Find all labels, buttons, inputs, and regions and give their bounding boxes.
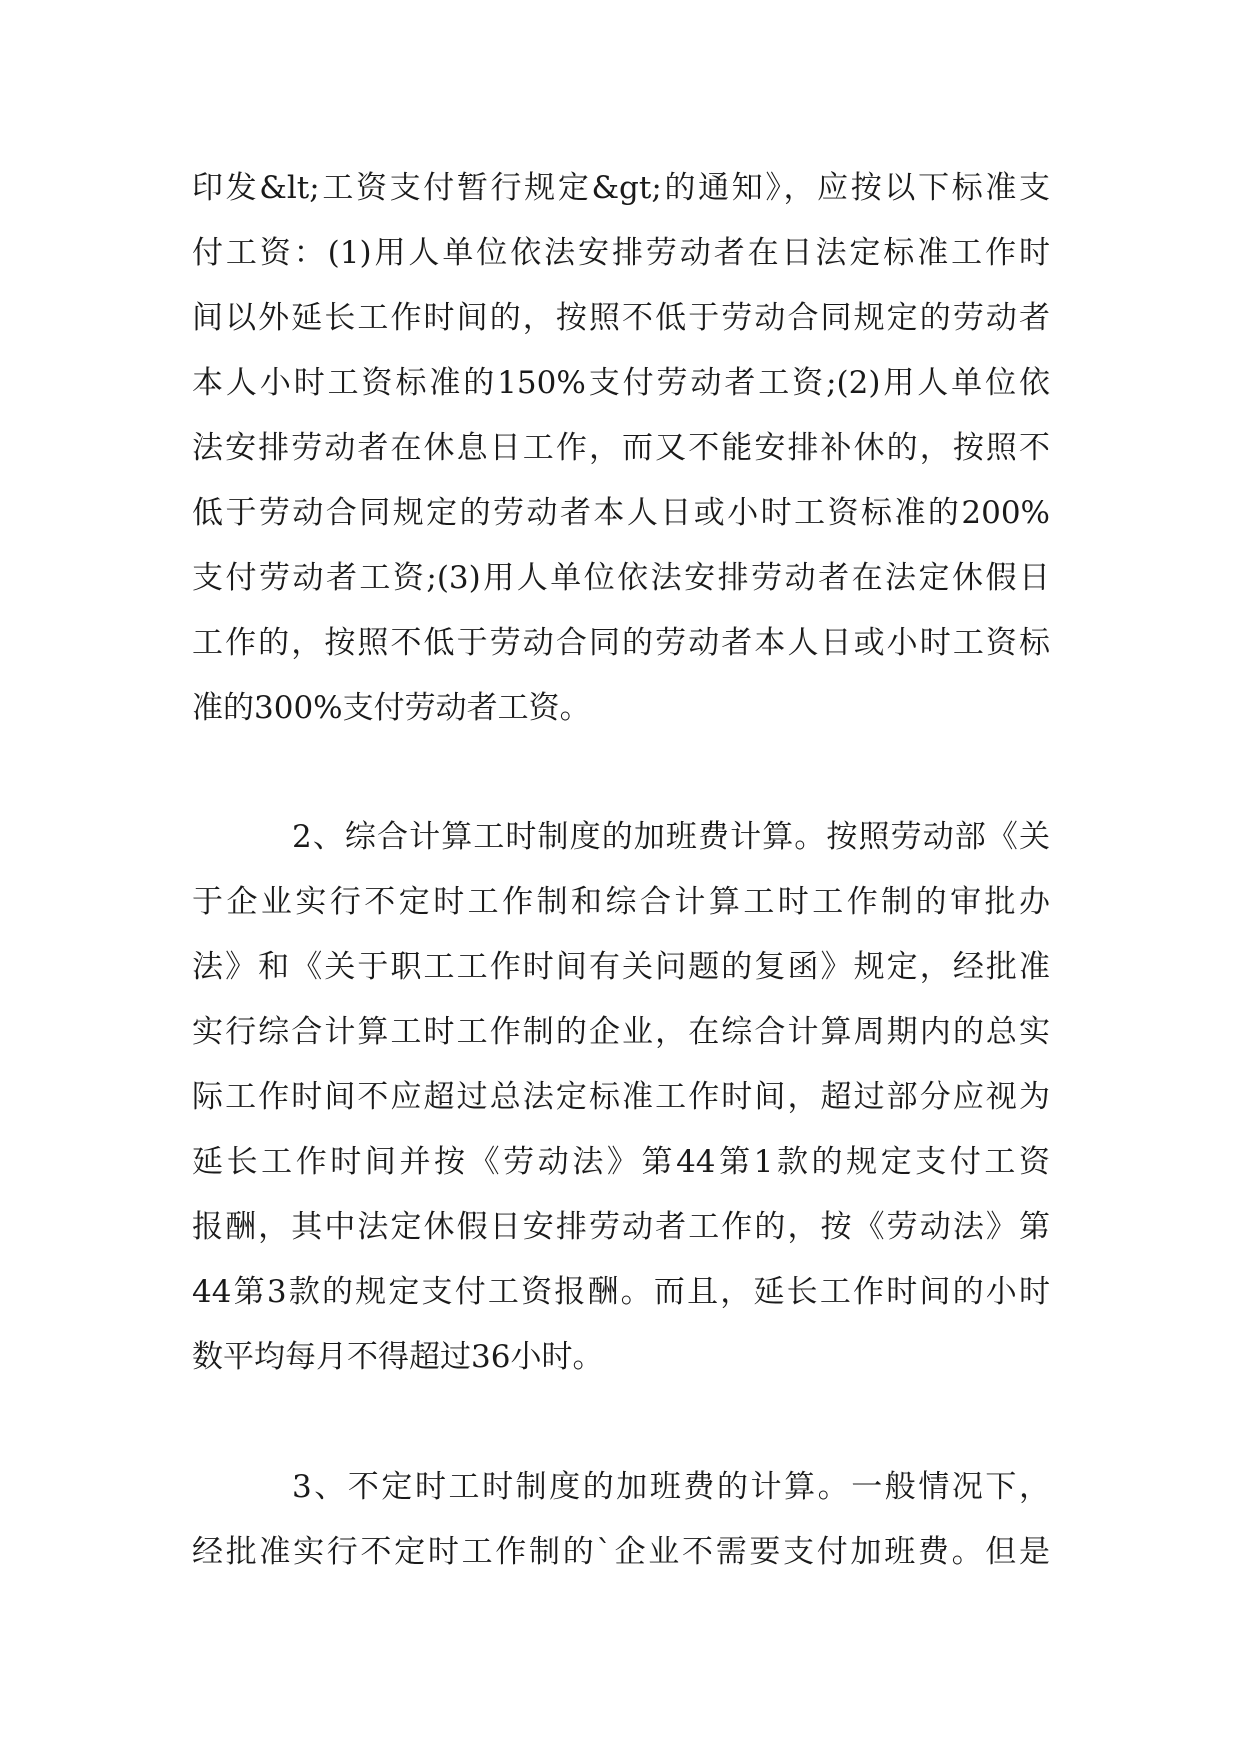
paragraph-1 — [192, 156, 1050, 741]
paragraph-line: 实行综合计算工时工作制的企业，在综合计算周期内的总实 — [192, 1014, 1050, 1050]
paragraph-line: 法》和《关于职工工作时间有关问题的复函》规定，经批准 — [192, 949, 1050, 985]
paragraph-2 — [192, 805, 1050, 1390]
paragraph-line: 44第3款的规定支付工资报酬。而且，延长工作时间的小时 — [192, 1274, 1050, 1310]
paragraph-line: 低于劳动合同规定的劳动者本人日或小时工资标准的200% — [192, 495, 1050, 531]
paragraph-line: 2、综合计算工时制度的加班费计算。按照劳动部《关 — [292, 819, 1050, 855]
paragraph-line: 经批准实行不定时工作制的`企业不需要支付加班费。但是 — [192, 1534, 1050, 1570]
paragraph-line: 报酬，其中法定休假日安排劳动者工作的，按《劳动法》第 — [192, 1209, 1050, 1245]
paragraph-line: 付工资：(1)用人单位依法安排劳动者在日法定标准工作时 — [192, 235, 1050, 271]
paragraph-line: 印发&lt;工资支付暂行规定&gt;的通知》，应按以下标准支 — [192, 170, 1050, 206]
paragraph-line: 本人小时工资标准的150%支付劳动者工资;(2)用人单位依 — [192, 365, 1050, 401]
paragraph-line: 准的300%支付劳动者工资。 — [192, 690, 591, 726]
paragraph-line: 延长工作时间并按《劳动法》第44第1款的规定支付工资 — [192, 1144, 1050, 1180]
paragraph-line: 法安排劳动者在休息日工作，而又不能安排补休的，按照不 — [192, 430, 1050, 466]
paragraph-line: 于企业实行不定时工作制和综合计算工时工作制的审批办 — [192, 884, 1050, 920]
paragraph-line: 3、不定时工时制度的加班费的计算。一般情况下， — [292, 1469, 1050, 1505]
paragraph-line: 支付劳动者工资;(3)用人单位依法安排劳动者在法定休假日 — [192, 560, 1050, 596]
paragraph-3 — [192, 1455, 1050, 1585]
paragraph-line: 工作的，按照不低于劳动合同的劳动者本人日或小时工资标 — [192, 625, 1050, 661]
paragraph-line: 间以外延长工作时间的，按照不低于劳动合同规定的劳动者 — [192, 300, 1050, 336]
paragraph-line: 数平均每月不得超过36小时。 — [192, 1339, 604, 1375]
paragraph-line: 际工作时间不应超过总法定标准工作时间，超过部分应视为 — [192, 1079, 1050, 1115]
